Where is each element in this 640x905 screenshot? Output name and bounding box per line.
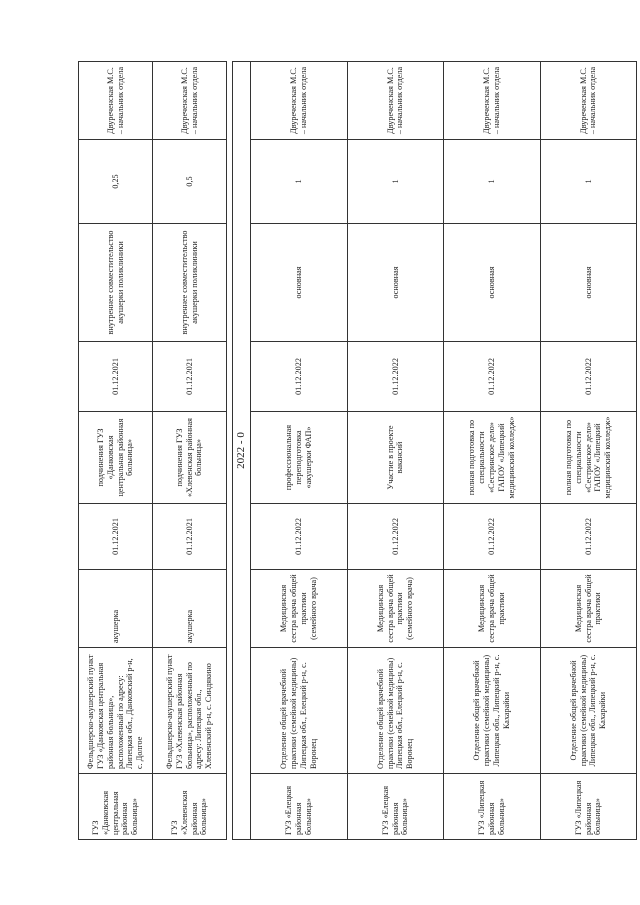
cell-date-open: 01.12.2021 [153,504,227,570]
cell-date-fill: 01.12.2021 [79,342,153,412]
table-row [347,62,444,840]
cell-position: акушерка [79,570,153,648]
cell-basis: профессиональная переподготовка «акушерки ФАП» [251,412,348,504]
cell-basis: полная подготовка по специальности «Сестринское дело» ГАПОУ «Липецкий медицинский колледж» [540,412,637,504]
rotated-table-wrapper [78,62,632,840]
cell-position: Медицинская сестра врача общей практики (семейного врача) [347,570,444,648]
cell-type: внутреннее совместительство акушерки поликлиники [153,224,227,342]
cell-org: ГУЗ «Липецкая районная больница» [540,774,637,840]
cell-rate: 1 [347,140,444,224]
table-row [153,62,227,840]
cell-type: основная [444,224,541,342]
cell-org: ГУЗ «Елецкая районная больница» [347,774,444,840]
cell-type: основная [540,224,637,342]
cell-org: ГУЗ «Данковская центральная районная больница» [79,774,153,840]
cell-date-open: 01.12.2022 [251,504,348,570]
cell-unit: Отделение общей врачебной практики (семейной медицины) Липецкая обл., Елецкий р-н, с. Воронец [251,648,348,774]
table-row [444,62,541,840]
table-row [540,62,637,840]
vacancy-table [78,61,637,840]
cell-responsible: Двуреченская М.С. – начальник отдела [79,62,153,140]
year-heading: 2022 - 0 [233,62,251,840]
cell-date-fill: 01.12.2022 [251,342,348,412]
cell-org: ГУЗ «Хлевенская районная больница» [153,774,227,840]
cell-responsible: Двуреченская М.С. – начальник отдела [540,62,637,140]
cell-date-fill: 01.12.2022 [540,342,637,412]
cell-org: ГУЗ «Липецкая районная больница» [444,774,541,840]
cell-basis: подчинения ГУЗ «Данковская центральная районная больница» [79,412,153,504]
table-row [251,62,348,840]
cell-unit: Отделение общей врачебной практики (семейной медицины) Липецкая обл., Липецкий р-н, с. Кахарайки [540,648,637,774]
cell-rate: 1 [540,140,637,224]
cell-unit: Фельдшерско-акушерский пункт ГУЗ «Хлевенская районная больница», расположенный по адресу: Липецкая обл., Хлевенский р-н, с. Синдякино [153,648,227,774]
cell-responsible: Двуреченская М.С. – начальник отдела [444,62,541,140]
cell-basis: подчинения ГУЗ «Хлевенская районная больница» [153,412,227,504]
cell-rate: 0,25 [79,140,153,224]
table-row [79,62,153,840]
cell-date-open: 01.12.2022 [540,504,637,570]
cell-rate: 1 [444,140,541,224]
cell-position: Медицинская сестра врача общей практики (семейного врача) [251,570,348,648]
cell-date-open: 01.12.2022 [444,504,541,570]
cell-basis: Участие в проекте вакансий [347,412,444,504]
cell-position: Медицинская сестра врача общей практики [540,570,637,648]
cell-date-open: 01.12.2021 [79,504,153,570]
cell-rate: 0,5 [153,140,227,224]
cell-date-fill: 01.12.2022 [444,342,541,412]
cell-unit: Фельдшерско-акушерский пункт ГУЗ «Данковская центральная районная больница», расположенный по адресу: Липецкая обл., Данковский р-н, с. Долгое [79,648,153,774]
cell-position: Медицинская сестра врача общей практики [444,570,541,648]
cell-rate: 1 [251,140,348,224]
cell-unit: Отделение общей врачебной практики (семейной медицины) Липецкая обл., Липецкий р-н, с. Кахарайки [444,648,541,774]
cell-basis: полная подготовка по специальности «Сестринское дело» ГАПОУ «Липецкий медицинский колледж» [444,412,541,504]
cell-date-fill: 01.12.2021 [153,342,227,412]
cell-date-fill: 01.12.2022 [347,342,444,412]
cell-responsible: Двуреченская М.С. – начальник отдела [153,62,227,140]
cell-type: внутреннее совместительство акушерки поликлиники [79,224,153,342]
cell-type: основная [251,224,348,342]
cell-date-open: 01.12.2022 [347,504,444,570]
cell-org: ГУЗ «Елецкая районная больница» [251,774,348,840]
cell-responsible: Двуреченская М.С. – начальник отдела [251,62,348,140]
year-heading-row [233,62,251,840]
cell-position: акушерка [153,570,227,648]
cell-unit: Отделение общей врачебной практики (семейной медицины) Липецкая обл., Елецкий р-н, с. Воронец [347,648,444,774]
cell-responsible: Двуреченская М.С. – начальник отдела [347,62,444,140]
cell-type: основная [347,224,444,342]
